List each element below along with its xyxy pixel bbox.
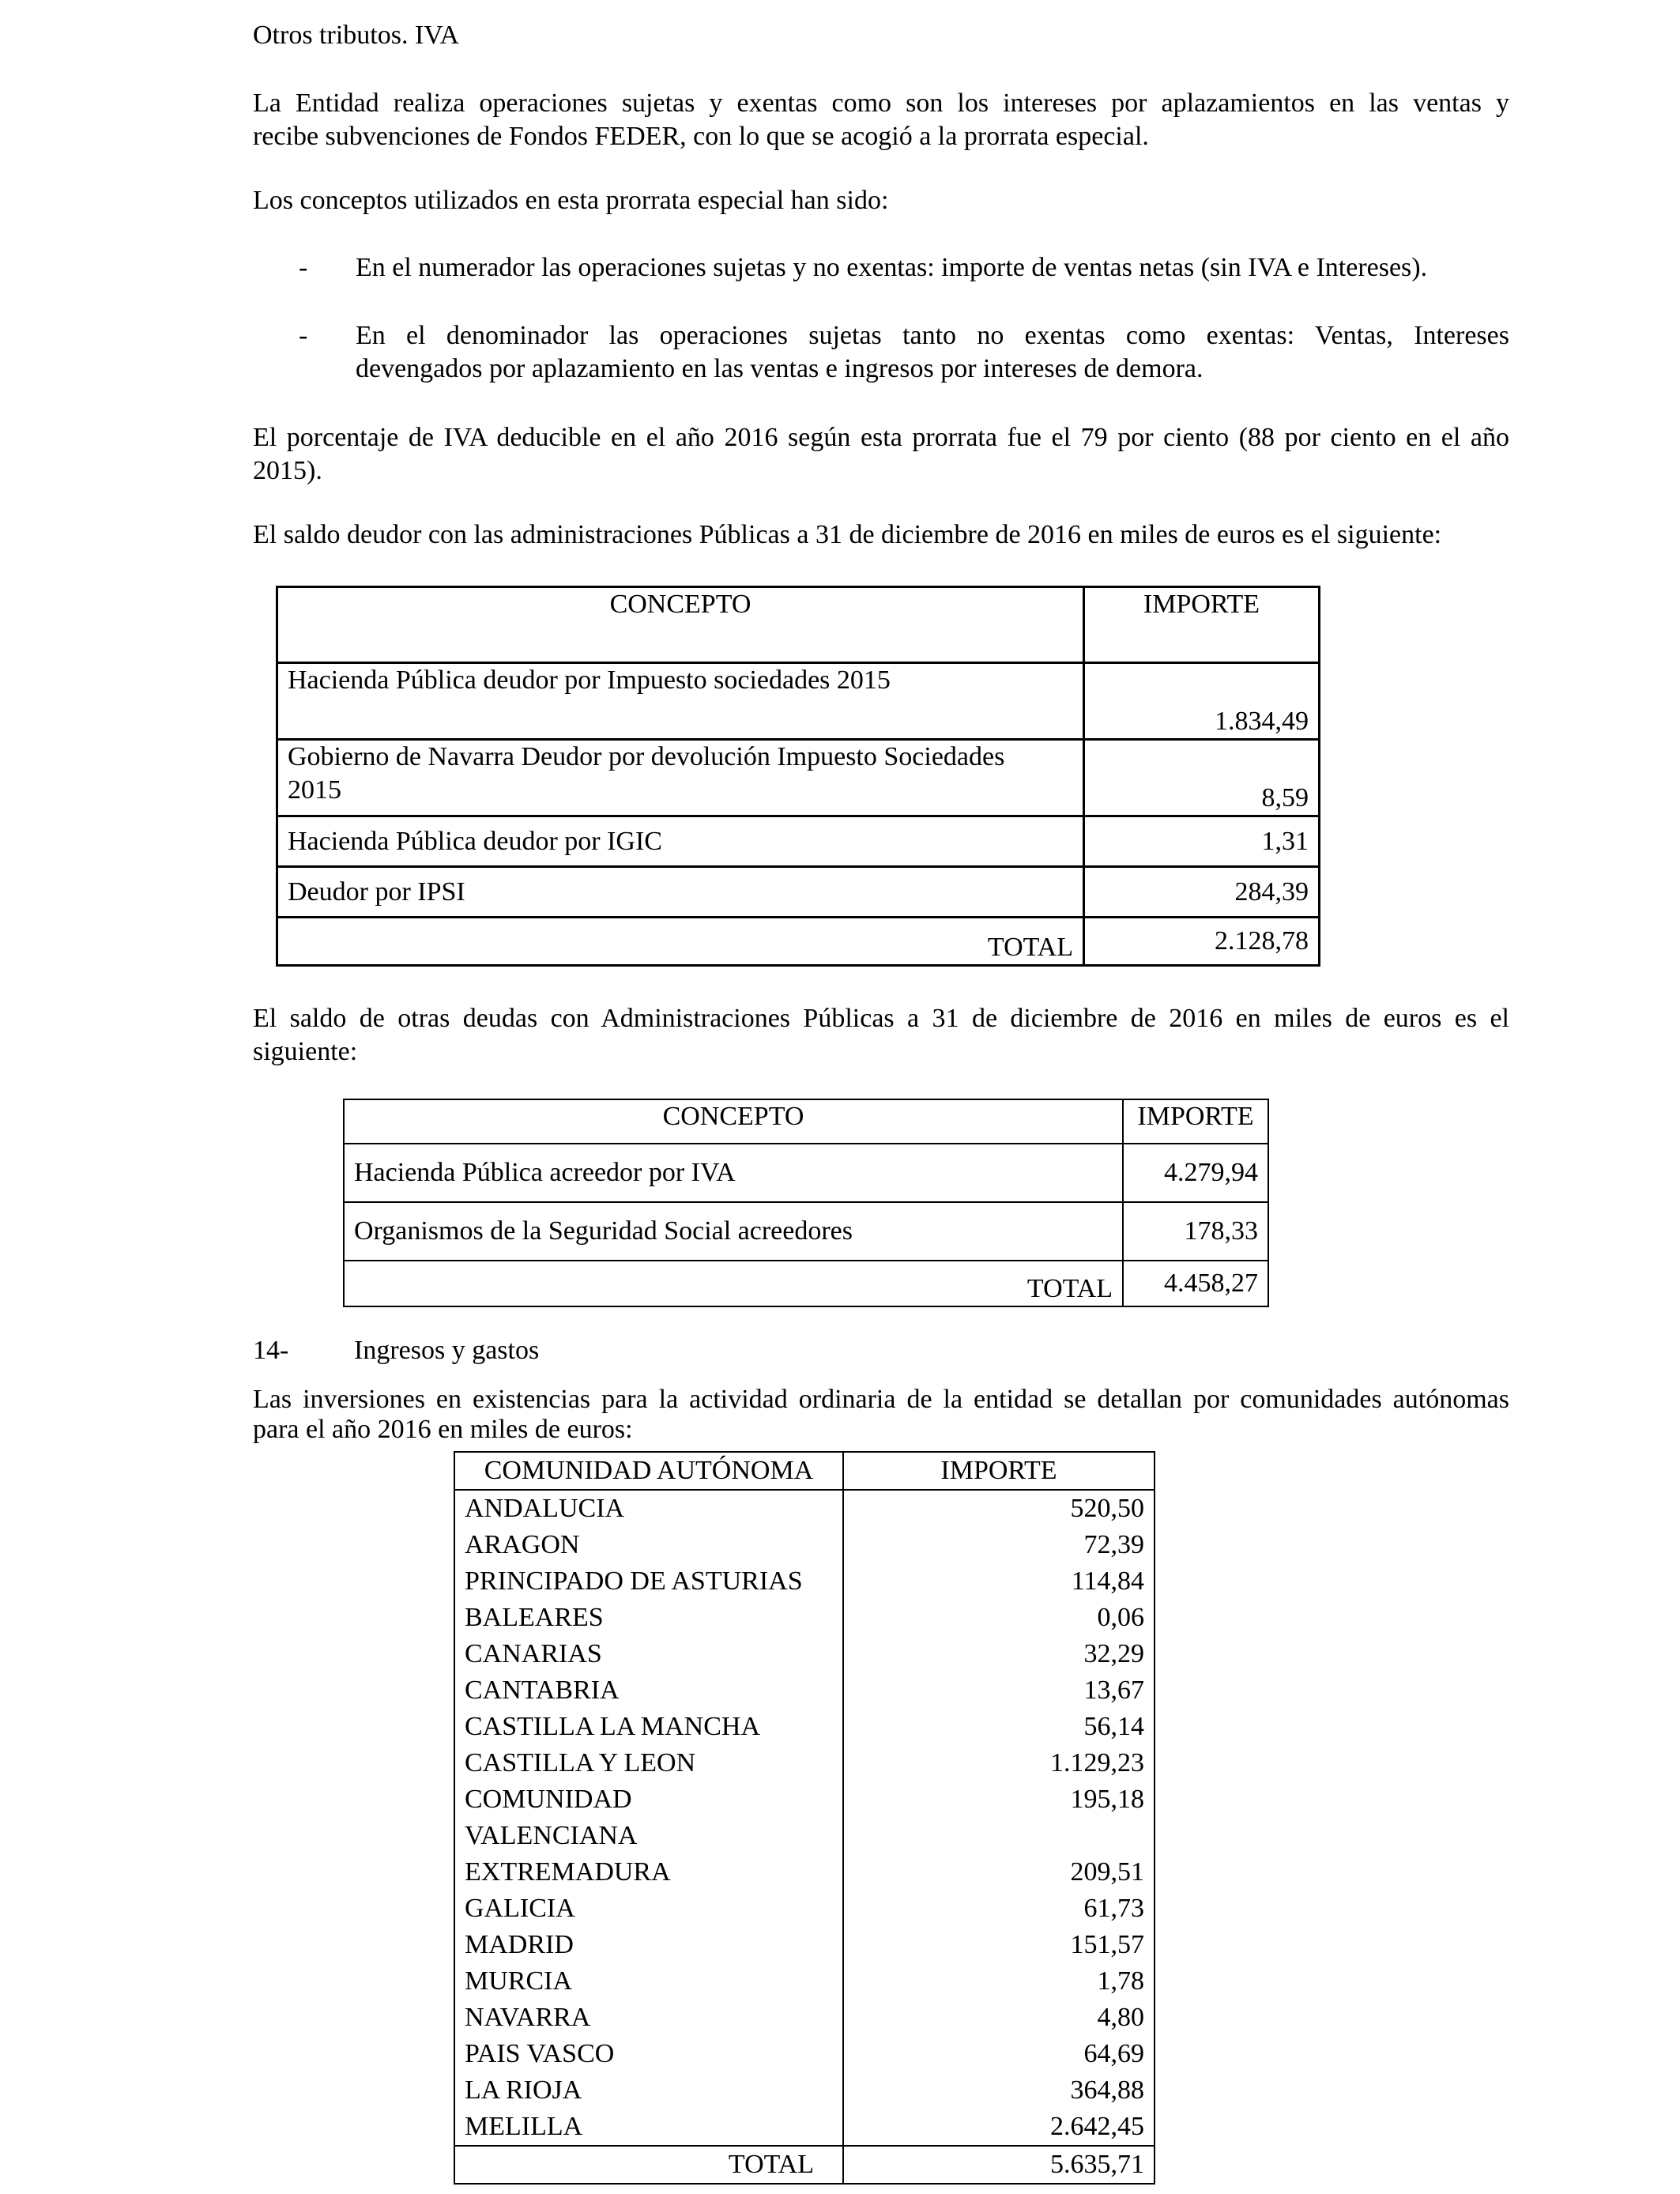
table-row — [277, 663, 1320, 740]
cell-concepto: Deudor por IPSI — [277, 867, 1084, 918]
cell-concepto: Hacienda Pública deudor por IGIC — [277, 816, 1084, 867]
region-amount: 1.129,23 — [1050, 1748, 1144, 1777]
amount-spacer — [853, 1818, 1144, 1854]
region-name: CANARIAS — [465, 1639, 602, 1668]
paragraph-line: El saldo de otras deudas con Administraciones Públicas a 31 de diciembre de 2016 en miles de euros es el — [253, 1004, 1509, 1033]
table-row — [277, 816, 1320, 867]
total-amount: 5.635,71 — [843, 2146, 1155, 2184]
paragraph-line: para el año 2016 en miles de euros: — [253, 1415, 633, 1444]
cell-concepto: Hacienda Pública acreedor por IVA — [344, 1144, 1123, 1202]
bullet-denominador — [356, 319, 1509, 386]
bullet-numerador: En el numerador las operaciones sujetas y no exentas: importe de ventas netas (sin IVA e Intereses). — [356, 253, 1428, 282]
header-importe: IMPORTE — [1084, 587, 1320, 663]
region-amount: 61,73 — [1083, 1894, 1144, 1923]
paragraph-line: El porcentaje de IVA deducible en el año 2016 según esta prorrata fue el 79 por ciento (88 por ciento en el año — [253, 423, 1509, 452]
region-name: GALICIA — [465, 1894, 575, 1923]
bullet-line: En el denominador las operaciones sujetas tanto no exentas como exentas: Ventas, Intereses — [356, 321, 1509, 350]
amount-column — [843, 1490, 1155, 2146]
total-label: TOTAL — [454, 2146, 843, 2184]
paragraph-line: siguiente: — [253, 1037, 358, 1066]
region-name: NAVARRA — [465, 2003, 591, 2032]
region-amount: 151,57 — [1070, 1930, 1144, 1959]
region-amount: 0,06 — [1097, 1603, 1144, 1632]
paragraph-prorrata-intro — [253, 87, 1509, 153]
total-amount: 4.458,27 — [1123, 1261, 1268, 1306]
table-header-row — [344, 1099, 1268, 1144]
bullet-dash: - — [299, 321, 308, 350]
region-name-continuation: VALENCIANA — [465, 1821, 638, 1850]
paragraph-line: Las inversiones en existencias para la actividad ordinaria de la entidad se detallan por comunidades autónomas — [253, 1385, 1509, 1414]
table-header-row — [277, 587, 1320, 663]
cell-importe: 1.834,49 — [1084, 663, 1320, 740]
paragraph-otras-deudas — [253, 1002, 1509, 1069]
region-column — [454, 1490, 843, 2146]
paragraph-line: 2015). — [253, 456, 322, 485]
table-row — [277, 867, 1320, 918]
region-amount: 1,78 — [1097, 1966, 1144, 1996]
region-amount: 364,88 — [1070, 2075, 1144, 2105]
table-row — [277, 740, 1320, 816]
paragraph-conceptos: Los conceptos utilizados en esta prorrata especial han sido: — [253, 186, 889, 215]
cell-concepto: Organismos de la Seguridad Social acreedores — [344, 1202, 1123, 1261]
region-name: BALEARES — [465, 1603, 604, 1632]
region-amount: 72,39 — [1083, 1530, 1144, 1559]
region-name: ARAGON — [465, 1530, 580, 1559]
table-comunidades — [454, 1451, 1155, 2185]
paragraph-porcentaje-iva — [253, 421, 1509, 488]
region-name: COMUNIDAD — [465, 1785, 632, 1814]
table-total-row — [277, 918, 1320, 966]
region-name: EXTREMADURA — [465, 1857, 671, 1887]
table-row — [344, 1144, 1268, 1202]
section-title: Ingresos y gastos — [354, 1336, 540, 1365]
cell-line: Gobierno de Navarra Deudor por devolución Impuesto Sociedades — [288, 742, 1005, 771]
header-concepto: CONCEPTO — [344, 1099, 1123, 1144]
table-otras-deudas — [343, 1099, 1269, 1307]
region-name: PAIS VASCO — [465, 2039, 615, 2068]
cell-concepto: Hacienda Pública deudor por Impuesto sociedades 2015 — [277, 663, 1084, 740]
total-label: TOTAL — [277, 918, 1084, 966]
cell-line: 2015 — [288, 775, 341, 805]
cell-importe: 178,33 — [1123, 1202, 1268, 1261]
region-name: PRINCIPADO DE ASTURIAS — [465, 1566, 803, 1596]
cell-importe: 4.279,94 — [1123, 1144, 1268, 1202]
region-amount: 32,29 — [1083, 1639, 1144, 1668]
cell-importe: 1,31 — [1084, 816, 1320, 867]
region-name: CANTABRIA — [465, 1676, 620, 1705]
table-total-row — [344, 1261, 1268, 1306]
region-amount: 195,18 — [1070, 1785, 1144, 1814]
total-label: TOTAL — [344, 1261, 1123, 1306]
bullet-dash: - — [299, 253, 308, 282]
header-importe: IMPORTE — [843, 1452, 1155, 1490]
table-total-row — [454, 2146, 1155, 2184]
region-name: MADRID — [465, 1930, 574, 1959]
region-amount: 13,67 — [1083, 1676, 1144, 1705]
region-amount: 4,80 — [1097, 2003, 1144, 2032]
region-amount: 2.642,45 — [1050, 2112, 1144, 2141]
paragraph-line: La Entidad realiza operaciones sujetas y exentas como son los intereses por aplazamientos en las ventas y — [253, 89, 1509, 118]
table-header-row — [454, 1452, 1155, 1490]
paragraph-inversiones — [253, 1385, 1509, 1445]
header-concepto: CONCEPTO — [277, 587, 1084, 663]
table-row — [344, 1202, 1268, 1261]
region-name: CASTILLA LA MANCHA — [465, 1712, 761, 1741]
header-importe: IMPORTE — [1123, 1099, 1268, 1144]
region-amount: 64,69 — [1083, 2039, 1144, 2068]
bullet-line: devengados por aplazamiento en las ventas e ingresos por intereses de demora. — [356, 354, 1203, 383]
table-saldo-deudor — [276, 586, 1320, 967]
region-name: MURCIA — [465, 1966, 573, 1996]
region-amount: 114,84 — [1071, 1566, 1144, 1596]
cell-importe: 8,59 — [1084, 740, 1320, 816]
region-name: LA RIOJA — [465, 2075, 582, 2105]
region-name: ANDALUCIA — [465, 1494, 625, 1523]
table-body — [454, 1490, 1155, 2146]
paragraph-saldo-deudor: El saldo deudor con las administraciones Públicas a 31 de diciembre de 2016 en miles de euros es el siguiente: — [253, 520, 1442, 549]
region-amount: 209,51 — [1070, 1857, 1144, 1887]
cell-concepto — [277, 740, 1084, 816]
paragraph-line: recibe subvenciones de Fondos FEDER, con lo que se acogió a la prorrata especial. — [253, 122, 1149, 151]
region-amount: 56,14 — [1083, 1712, 1144, 1741]
section-number: 14- — [253, 1336, 289, 1365]
header-comunidad: COMUNIDAD AUTÓNOMA — [454, 1452, 843, 1490]
total-amount: 2.128,78 — [1084, 918, 1320, 966]
section-heading: Otros tributos. IVA — [253, 21, 459, 50]
region-name: CASTILLA Y LEON — [465, 1748, 696, 1777]
region-amount: 520,50 — [1070, 1494, 1144, 1523]
cell-importe: 284,39 — [1084, 867, 1320, 918]
region-name: MELILLA — [465, 2112, 583, 2141]
